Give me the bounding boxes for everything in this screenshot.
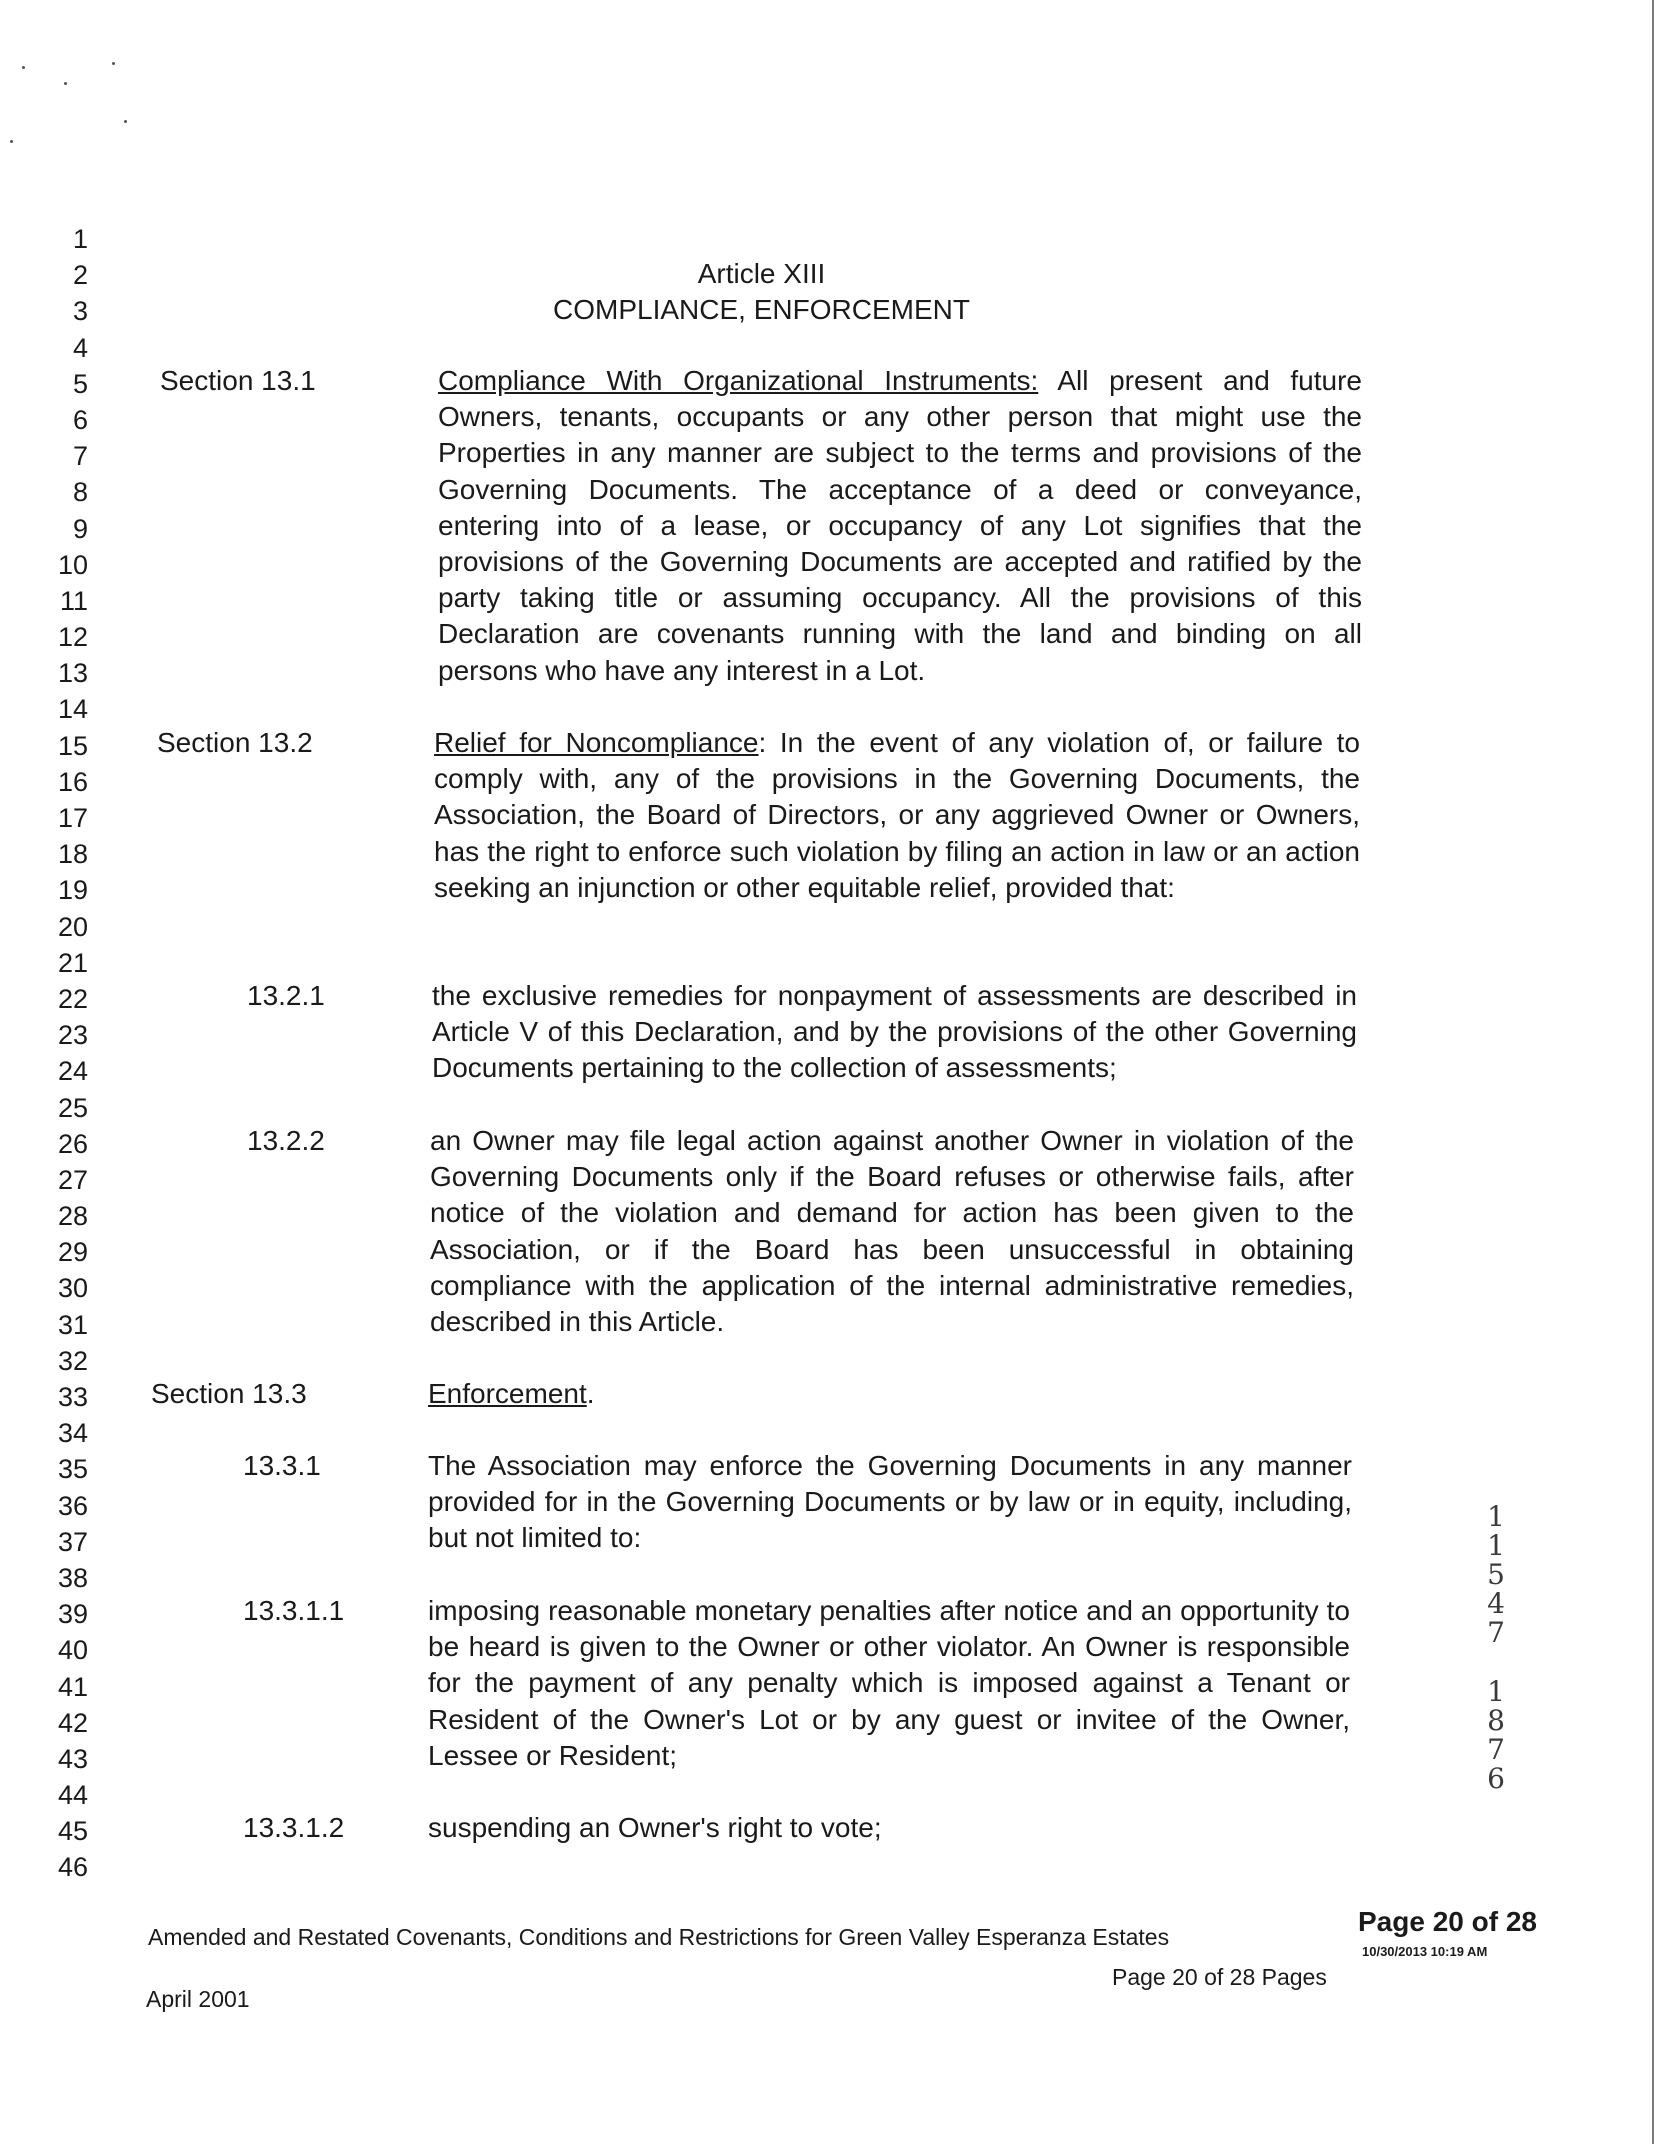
recording-digit: 8 <box>1487 1704 1505 1737</box>
line-number: 44 <box>57 1780 88 1811</box>
line-number: 28 <box>57 1201 88 1232</box>
section-13-1-heading: Compliance With Organizational Instruments: <box>438 365 1039 396</box>
article-subtitle: COMPLIANCE, ENFORCEMENT <box>553 294 970 325</box>
line-number: 12 <box>57 622 88 653</box>
section-13-3-body: . <box>586 1378 595 1409</box>
line-number: 40 <box>57 1635 88 1666</box>
line-number: 17 <box>57 803 88 833</box>
line-number: 1 <box>72 224 88 254</box>
section-13-3-heading: Enforcement <box>428 1378 587 1409</box>
line-number: 11 <box>59 585 88 616</box>
recorder-page-stamp: Page 20 of 28 <box>1358 1906 1537 1937</box>
line-number: 4 <box>72 332 88 363</box>
line-number: 15 <box>57 730 88 761</box>
line-number: 6 <box>72 404 88 435</box>
line-number: 10 <box>57 549 88 580</box>
line-number: 22 <box>57 983 88 1014</box>
scan-edge-line <box>1652 0 1654 2144</box>
line-number: 21 <box>57 947 88 978</box>
section-13-1-body: All present and future Owners, tenants, occupants or any other person that might use the Properties in any manner are subject to the terms and provisions of the Governing Documents. The acceptance of a deed or conveyance, entering into of a lease, or occupancy of any Lot signifies that the provisions of the Governing Documents are accepted and ratified by the party taking title or assuming occupancy. All the provisions of this Declaration are covenants running with the land and binding on all persons who have any interest in a Lot. <box>438 365 1362 686</box>
line-number: 26 <box>57 1128 88 1159</box>
line-number-column <box>40 221 88 1886</box>
recording-digit: 7 <box>1487 1733 1505 1766</box>
line-number: 24 <box>57 1056 88 1087</box>
line-number: 43 <box>57 1743 88 1774</box>
line-number: 13 <box>57 658 88 689</box>
section-13-1-text <box>438 363 1362 689</box>
recording-digit: 7 <box>1487 1616 1505 1649</box>
recording-digit: 1 <box>1487 1500 1505 1533</box>
section-13-3-1-2-text: suspending an Owner's right to vote; <box>428 1812 882 1843</box>
line-number: 16 <box>57 766 88 797</box>
line-number: 42 <box>57 1707 88 1738</box>
section-13-3-label: Section 13.3 <box>151 1378 307 1409</box>
recorder-timestamp: 10/30/2013 10:19 AM <box>1362 1944 1488 1959</box>
line-number: 39 <box>57 1599 88 1630</box>
section-13-1-label: Section 13.1 <box>160 365 316 396</box>
section-13-2-heading: Relief for Noncompliance <box>434 727 759 758</box>
line-number: 45 <box>57 1816 88 1847</box>
line-number: 20 <box>57 911 88 942</box>
line-number: 30 <box>57 1273 88 1304</box>
line-number: 32 <box>57 1345 88 1376</box>
line-number: 3 <box>72 296 88 327</box>
section-13-2-2-label: 13.2.2 <box>247 1125 325 1156</box>
scan-speck <box>112 62 115 65</box>
section-13-3-text <box>428 1376 1352 1412</box>
line-number: 23 <box>57 1020 88 1051</box>
line-number: 34 <box>57 1418 88 1449</box>
line-number: 29 <box>57 1237 88 1268</box>
line-number: 9 <box>72 513 88 544</box>
article-title: Article XIII <box>697 258 826 289</box>
scan-speck <box>124 120 127 123</box>
footer-date: April 2001 <box>146 1986 250 2012</box>
footer-page-of-pages: Page 20 of 28 Pages <box>1112 1964 1327 1990</box>
scan-speck <box>22 66 25 69</box>
section-13-2-body: : In the event of any violation of, or failure to comply with, any of the provisions in the Governing Documents, the Association, the Board of Directors, or any aggrieved Owner or Owners, has the right to enforce such violation by filing an action in law or an action seeking an injunction or other equitable relief, provided that: <box>434 727 1361 903</box>
line-number: 18 <box>57 839 88 870</box>
line-number: 37 <box>57 1526 88 1557</box>
section-13-2-1-text: the exclusive remedies for nonpayment of assessments are described in Article V of this Declaration, and by the provisions of the other Governing Documents pertaining to the collection of assessments; <box>432 980 1357 1084</box>
line-number: 36 <box>57 1490 88 1521</box>
section-13-3-1-1-text: imposing reasonable monetary penalties after notice and an opportunity to be heard is given to the Owner or other violator. An Owner is responsible for the payment of any penalty which is imposed against a Tenant or Resident of the Owner's Lot or by any guest or invitee of the Owner, Lessee or Resident; <box>428 1595 1350 1771</box>
line-number: 25 <box>57 1092 88 1123</box>
recording-digit: 5 <box>1487 1558 1505 1591</box>
line-number: 38 <box>57 1562 88 1593</box>
line-number: 19 <box>57 875 88 906</box>
section-13-3-1-1-label: 13.3.1.1 <box>243 1595 345 1626</box>
recording-digit: 1 <box>1487 1675 1505 1708</box>
scan-speck <box>64 82 67 85</box>
section-13-2-2-text: an Owner may file legal action against another Owner in violation of the Governing Documents only if the Board refuses or otherwise fails, after notice of the violation and demand for action has been given to the Association, or if the Board has been unsuccessful in obtaining compliance with the application of the internal administrative remedies, described in this Article. <box>430 1125 1354 1338</box>
line-number: 7 <box>72 441 88 472</box>
line-number: 5 <box>72 368 88 399</box>
section-13-3-1-label: 13.3.1 <box>243 1450 321 1481</box>
section-13-3-1-text: The Association may enforce the Governing Documents in any manner provided for in the Governing Documents or by law or in equity, including, but not limited to: <box>428 1450 1352 1554</box>
line-number: 33 <box>57 1382 88 1412</box>
recording-digit: 1 <box>1487 1529 1505 1562</box>
line-number: 2 <box>72 260 88 291</box>
recording-number-stamp <box>1478 1502 1514 1793</box>
line-number: 27 <box>57 1164 88 1195</box>
scan-speck <box>10 140 13 143</box>
line-number: 35 <box>57 1454 88 1485</box>
line-number: 41 <box>57 1671 88 1702</box>
line-number: 31 <box>57 1309 88 1340</box>
recording-digit: 4 <box>1487 1587 1505 1620</box>
section-13-2-text <box>434 725 1360 906</box>
line-number: 14 <box>57 694 88 725</box>
section-13-2-label: Section 13.2 <box>157 727 313 758</box>
recording-digit: 6 <box>1487 1762 1505 1795</box>
line-number: 8 <box>72 477 88 508</box>
section-13-3-1-2-label: 13.3.1.2 <box>243 1812 345 1843</box>
line-number: 46 <box>57 1852 88 1883</box>
footer-document-title: Amended and Restated Covenants, Conditions and Restrictions for Green Valley Esperanza Estates <box>148 1924 1170 1950</box>
section-13-2-1-label: 13.2.1 <box>247 980 325 1011</box>
